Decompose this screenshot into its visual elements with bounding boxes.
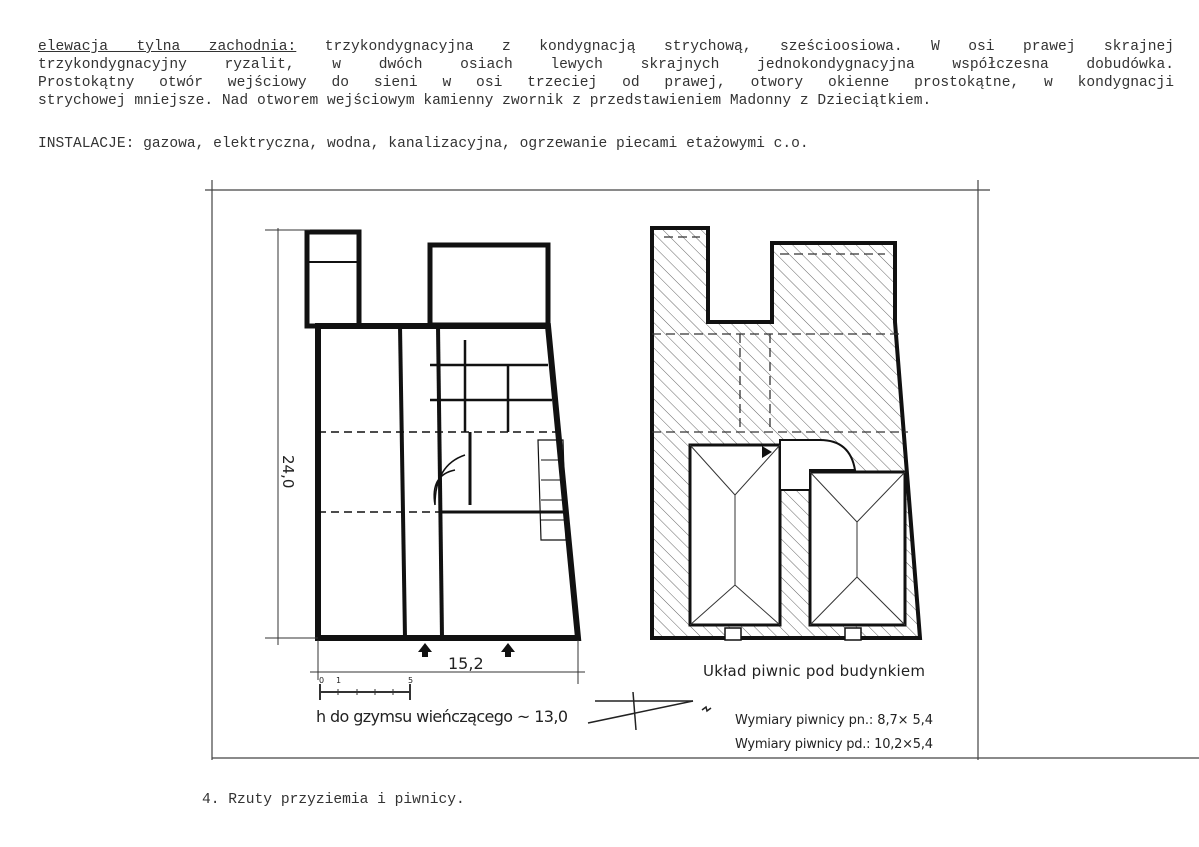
width-dimension: 15,2	[448, 654, 484, 673]
description-line-4: strychowej mniejsze. Nad otworem wejściowym kamienny zwornik z przedstawieniem Madonny z Dzieciątkiem.	[38, 93, 932, 109]
height-note: h do gzymsu wieńczącego ~ 13,0	[316, 707, 568, 726]
cellar-plan	[652, 228, 920, 640]
scale-tick-5: 5	[408, 676, 414, 685]
north-arrow-icon	[588, 692, 711, 730]
description-heading: elewacja tylna zachodnia:	[38, 39, 297, 55]
description-line-2: trzykondygnacyjny ryzalit, w dwóch osiach lewych skrajnych jednokondygnacyjna współczesna dobudówka.	[38, 57, 1174, 73]
scale-tick-1: 1	[336, 676, 342, 685]
ground-floor-plan	[307, 232, 578, 638]
dimension-lines	[265, 228, 585, 700]
cellar-dims-north: Wymiary piwnicy pn.: 8,7× 5,4	[735, 713, 933, 728]
depth-dimension: 24,0	[279, 455, 297, 489]
figure-caption: 4. Rzuty przyziemia i piwnicy.	[202, 792, 465, 808]
description-line-1: elewacja tylna zachodnia: trzykondygnacyjna z kondygnacją strychową, sześcioosiowa. W osi prawej skrajnej	[38, 39, 1174, 55]
scale-tick-0: 0	[319, 676, 325, 685]
cellar-plan-title: Układ piwnic pod budynkiem	[703, 662, 925, 680]
description-line-3: Prostokątny otwór wejściowy do sieni w osi trzeciej od prawej, otwory okienne prostokątne, w kondygnacji	[38, 75, 1174, 91]
cellar-dims-south: Wymiary piwnicy pd.: 10,2×5,4	[735, 737, 933, 752]
installations-text: INSTALACJE: gazowa, elektryczna, wodna, kanalizacyjna, ogrzewanie piecami etażowymi c.o.	[38, 136, 809, 152]
